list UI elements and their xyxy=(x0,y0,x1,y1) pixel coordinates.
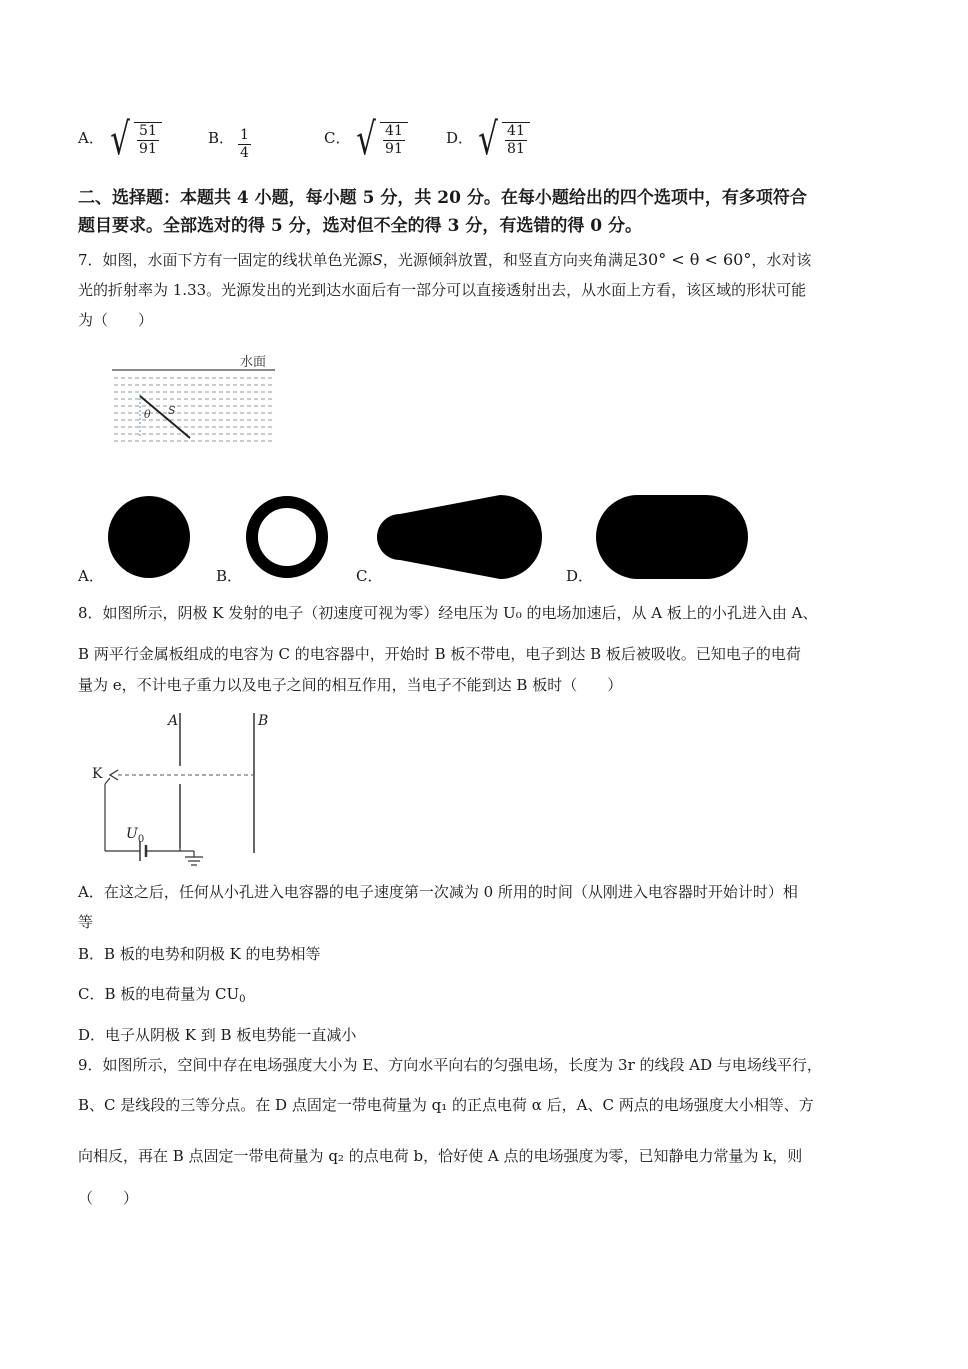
q8-option-a-line1: A．在这之后，任何从小孔进入电容器的电子速度第一次减为 0 所用的时间（从刚进入电容器时开始计时）相 xyxy=(78,883,798,901)
q7-option-d-label: D． xyxy=(566,567,594,585)
shape-stadium xyxy=(596,495,748,579)
q6-options xyxy=(78,114,638,174)
cathode-symbol xyxy=(110,770,118,780)
option-label: B． xyxy=(208,129,235,147)
denominator: 81 xyxy=(507,141,525,157)
q6-option-d-value: √ $\frac{41}{81}$ xyxy=(474,118,530,162)
shape-teardrop xyxy=(377,495,542,579)
plate-b-label: B xyxy=(258,713,269,729)
water-surface-label: 水面 xyxy=(240,355,267,370)
q7-option-b-label: B． xyxy=(216,567,243,585)
shape-solid-circle xyxy=(108,496,190,578)
q6-option-b-value xyxy=(238,124,251,162)
numerator: 41 xyxy=(385,123,403,139)
section-heading-line1: 二、选择题：本题共 4 小题，每小题 5 分，共 20 分。在每小题给出的四个选项中，有多项符合 xyxy=(78,188,807,208)
numerator: 51 xyxy=(139,123,157,139)
denominator: 4 xyxy=(240,145,249,161)
theta-label: θ xyxy=(144,408,151,421)
numerator: 41 xyxy=(507,123,525,139)
denominator: 91 xyxy=(139,141,157,157)
q7-text-line3: 为（ ） xyxy=(78,311,154,329)
q7-option-c-label: C． xyxy=(356,567,383,585)
q7-text: ，水对该 xyxy=(751,251,812,269)
option-label: A． xyxy=(78,129,104,147)
cathode-label: K xyxy=(92,766,103,782)
q7-angle-range: 30° < θ < 60° xyxy=(637,250,752,269)
q7-option-a-label: A． xyxy=(78,567,104,585)
q8-option-c-text: C．B 板的电荷量为 CU xyxy=(78,985,240,1003)
q6-option-a xyxy=(78,128,104,148)
q8-option-c xyxy=(78,984,246,1010)
q7-text: 7．如图，水面下方有一固定的线状单色光源 xyxy=(78,251,373,269)
capacitor-figure xyxy=(88,708,288,868)
water-hatching xyxy=(114,378,272,441)
q7-text: ，光源倾斜放置，和竖直方向夹角满足 xyxy=(382,251,638,269)
q8-text-line1: 8．如图所示，阴极 K 发射的电子（初速度可视为零）经电压为 U₀ 的电场加速后，从 A 板上的小孔进入由 A、 xyxy=(78,604,818,622)
q6-option-d xyxy=(446,128,473,148)
voltage-label: $U_0$ xyxy=(126,826,145,845)
q9-text-line1: 9．如图所示，空间中存在电场强度大小为 E、方向水平向右的匀强电场，长度为 3r 的线段 AD 与电场线平行， xyxy=(78,1056,822,1074)
q7-text-line2: 光的折射率为 1.33。光源发出的光到达水面后有一部分可以直接透射出去，从水面上方看，该区域的形状可能 xyxy=(78,281,807,299)
q9-text-line3: 向相反，再在 B 点固定一带电荷量为 q₂ 的点电荷 b，恰好使 A 点的电场强度为零，已知静电力常量为 k，则 xyxy=(78,1147,803,1165)
denominator: 91 xyxy=(385,141,403,157)
q6-option-a-value: √ $\frac{51}{91}$ xyxy=(106,118,162,162)
q8-text-line3: 量为 e，不计电子重力以及电子之间的相互作用，当电子不能到达 B 板时（ ） xyxy=(78,676,623,694)
water-figure xyxy=(110,348,280,448)
q7-option-shapes xyxy=(100,490,760,585)
q9-text-line2: B、C 是线段的三等分点。在 D 点固定一带电荷量为 q₁ 的正点电荷 α 后，A、C 两点的电场强度大小相等、方 xyxy=(78,1096,814,1114)
q8-text-line2: B 两平行金属板组成的电容为 C 的电容器中，开始时 B 板不带电，电子到达 B 板后被吸收。已知电子的电荷 xyxy=(78,645,801,663)
q8-option-a-line2: 等 xyxy=(78,913,94,931)
q9-text-line4: （ ） xyxy=(78,1189,139,1207)
source-label: S xyxy=(168,404,176,417)
q7-text-line1 xyxy=(78,250,811,270)
q6-option-b xyxy=(208,128,234,148)
q8-option-c-subscript: 0 xyxy=(239,994,246,1005)
plate-a-label: A xyxy=(168,713,179,729)
q7-symbol-s: S xyxy=(372,251,383,269)
q6-option-c xyxy=(324,128,350,148)
section-heading-line2: 题目要求。全部选对的得 5 分，选对但不全的得 3 分，有选错的得 0 分。 xyxy=(78,216,642,236)
option-label: D． xyxy=(446,129,474,147)
option-label: C． xyxy=(324,129,351,147)
q8-option-b: B．B 板的电势和阴极 K 的电势相等 xyxy=(78,945,321,963)
q6-option-c-value: √ $\frac{41}{91}$ xyxy=(352,118,408,162)
q8-option-d: D．电子从阴极 K 到 B 板电势能一直减小 xyxy=(78,1026,357,1044)
ground-symbol xyxy=(185,857,203,865)
numerator: 1 xyxy=(240,127,249,143)
shape-ring xyxy=(252,502,322,572)
